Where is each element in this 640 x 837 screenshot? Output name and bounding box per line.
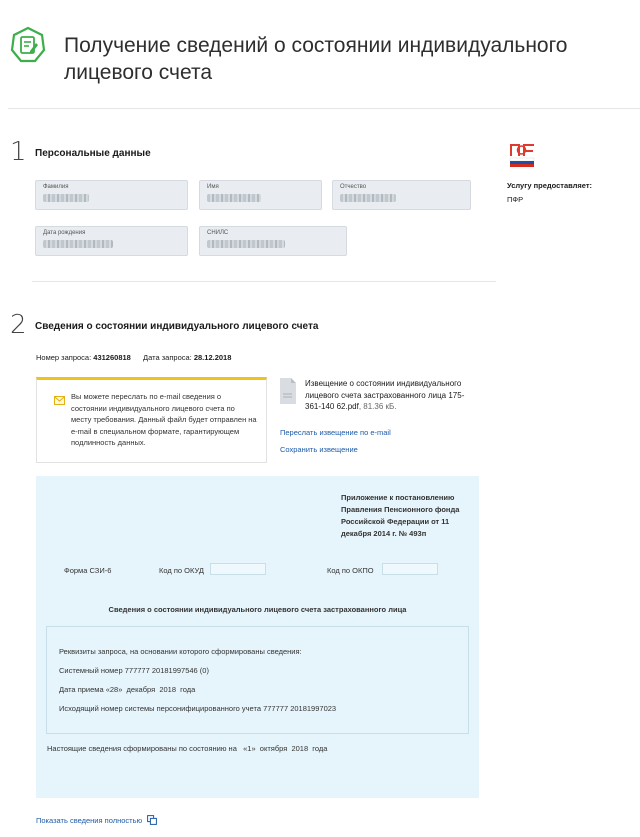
forward-by-email-link[interactable]: Переслать извещение по e-mail <box>280 428 391 437</box>
account-info-heading: Сведения о состоянии индивидуального лицевого счета <box>35 321 319 332</box>
request-date-label: Дата запроса: <box>143 353 192 362</box>
snils-label: СНИЛС <box>207 230 229 236</box>
step-number-1: 1 <box>10 137 27 167</box>
request-details-box <box>46 626 469 734</box>
section-divider <box>32 281 496 282</box>
snils-field <box>199 226 347 256</box>
patronymic-field <box>332 180 471 210</box>
file-info <box>305 378 480 413</box>
page-title: Получение сведений о состоянии индивидуального лицевого счета <box>64 34 568 84</box>
receive-date: Дата приема «28» декабря 2018 года <box>59 685 196 694</box>
provider-name: ПФР <box>507 195 524 204</box>
provider-label: Услугу предоставляет: <box>507 181 593 190</box>
birth-date-value-redacted <box>43 240 113 248</box>
pfr-logo-icon <box>507 142 537 170</box>
document-heading: Сведения о состоянии индивидуального лицевого счета застрахованного лица <box>108 605 407 614</box>
copy-icon <box>147 815 157 827</box>
name-field <box>199 180 322 210</box>
system-number: Системный номер 777777 20181997546 (0) <box>59 666 209 675</box>
outgoing-number: Исходящий номер системы персонифицированного учета 777777 20181997023 <box>59 704 337 713</box>
file-name: Извещение о состоянии индивидуального лицевого счета застрахованного лица 175-361-140 62.pdf <box>305 379 465 411</box>
as-of-date: Настоящие сведения сформированы по состоянию на «1» октября 2018 года <box>47 744 328 753</box>
okpo-label: Код по ОКПО <box>327 566 374 575</box>
show-full-link[interactable] <box>36 815 157 827</box>
patronymic-label: Отчество <box>340 184 367 190</box>
step-number-2: 2 <box>10 310 27 340</box>
name-label: Имя <box>207 184 219 190</box>
patronymic-value-redacted <box>340 194 396 202</box>
surname-value-redacted <box>43 194 89 202</box>
request-details-title: Реквизиты запроса, на основании которого сформированы сведения: <box>59 647 302 656</box>
email-notice-text: Вы можете переслать по e-mail сведения о состоянии индивидуального лицевого счета по месту требования. Данный файл будет отправлен на e-mail в специальном формате, гарантирующем подлинность данных. <box>71 392 257 447</box>
okpo-box <box>382 563 438 575</box>
document-icon <box>280 378 296 409</box>
show-full-label: Показать сведения полностью <box>36 816 143 825</box>
snils-value-redacted <box>207 240 285 248</box>
appendix-text: Приложение к постановлению Правления Пенсионного фонда Российской Федерации от 11 декабря 2014 г. № 493п <box>341 493 460 538</box>
header-divider <box>8 108 640 109</box>
request-date-value: 28.12.2018 <box>193 353 232 362</box>
surname-label: Фамилия <box>43 184 69 190</box>
file-size: , 81.36 кБ. <box>358 402 397 411</box>
personal-data-heading: Персональные данные <box>35 148 151 159</box>
envelope-icon <box>54 392 65 410</box>
name-value-redacted <box>207 194 261 202</box>
okud-label: Код по ОКУД <box>159 566 204 575</box>
form-name: Форма СЗИ-6 <box>64 566 112 575</box>
okud-box <box>210 563 266 575</box>
surname-field <box>35 180 188 210</box>
request-number-label: Номер запроса: <box>36 353 92 362</box>
email-notice <box>36 377 267 463</box>
birth-date-label: Дата рождения <box>43 230 86 236</box>
save-notice-link[interactable]: Сохранить извещение <box>280 445 358 454</box>
birth-date-field <box>35 226 188 256</box>
service-logo-icon <box>9 26 47 64</box>
request-number-value: 431260818 <box>93 353 131 362</box>
request-info <box>36 353 231 362</box>
